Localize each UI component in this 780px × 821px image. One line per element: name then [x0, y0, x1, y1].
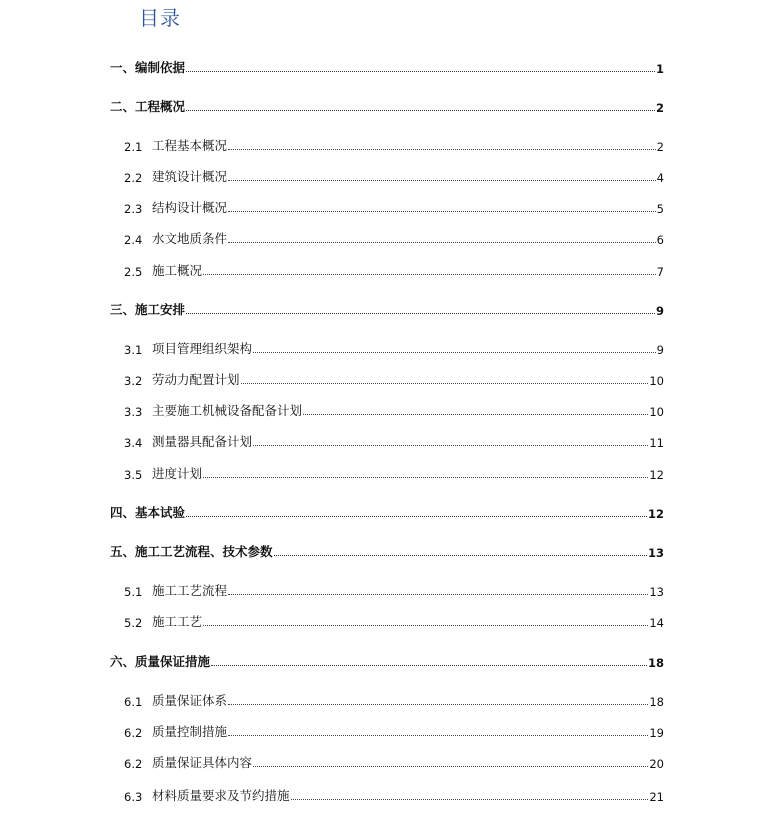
dot-leader [253, 444, 648, 446]
toc-title: 目录 [139, 6, 181, 30]
dot-leader [228, 703, 648, 705]
toc-entry-page: 11 [649, 436, 664, 450]
toc-entry-number: 2.4 [124, 233, 143, 247]
toc-entry-label: 建筑设计概况 [152, 169, 228, 184]
toc-entry-number: 6.2 [124, 726, 143, 740]
dot-leader [203, 624, 648, 626]
toc-entry-number: 6.2 [124, 757, 143, 771]
toc-entry-label: 材料质量要求及节约措施 [152, 788, 290, 803]
dot-leader [253, 765, 648, 767]
dot-leader [186, 312, 655, 314]
toc-entry-label: 劳动力配置计划 [152, 372, 240, 387]
toc-entry-label: 施工工艺 [152, 614, 203, 629]
toc-entry-label: 二、工程概况 [110, 99, 186, 114]
toc-entry-number: 5.1 [124, 585, 143, 599]
toc-entry-page: 12 [647, 507, 664, 521]
toc-entry[interactable] [110, 58, 664, 76]
dot-leader [274, 554, 647, 556]
toc-entry[interactable] [124, 432, 664, 450]
toc-entry-page: 19 [649, 726, 664, 740]
toc-entry-number: 3.3 [124, 405, 143, 419]
toc-entry[interactable] [124, 229, 664, 247]
toc-entry-label: 质量控制措施 [152, 724, 228, 739]
toc-entry-label: 主要施工机械设备配备计划 [152, 403, 303, 418]
dot-leader [241, 382, 649, 384]
toc-entry-label: 结构设计概况 [152, 200, 228, 215]
toc-entry-number: 5.2 [124, 616, 143, 630]
toc-entry[interactable] [124, 464, 664, 482]
toc-entry-page: 18 [649, 695, 664, 709]
toc-entry[interactable] [110, 542, 664, 560]
toc-entry[interactable] [124, 136, 664, 154]
toc-entry-number: 6.1 [124, 695, 143, 709]
toc-entry-page: 18 [647, 656, 664, 670]
toc-entry-number: 6.3 [124, 790, 143, 804]
toc-entry[interactable] [110, 300, 664, 318]
toc-entry-label: 测量器具配备计划 [152, 434, 253, 449]
toc-entry-number: 2.3 [124, 202, 143, 216]
toc-entry-label: 水文地质条件 [152, 231, 228, 246]
toc-entry-label: 质量保证体系 [152, 693, 228, 708]
toc-entry-number: 3.4 [124, 436, 143, 450]
toc-entry-label: 四、基本试验 [110, 505, 186, 520]
dot-leader [228, 210, 656, 212]
toc-entry-page: 9 [655, 304, 664, 318]
dot-leader [303, 413, 648, 415]
toc-entry-page: 20 [649, 757, 664, 771]
toc-entry-page: 7 [656, 265, 664, 279]
toc-entry-number: 2.2 [124, 171, 143, 185]
toc-entry-number: 3.5 [124, 468, 143, 482]
dot-leader [203, 476, 648, 478]
toc-entry[interactable] [124, 581, 664, 599]
toc-entry-page: 2 [656, 140, 664, 154]
toc-entry[interactable] [124, 722, 664, 740]
toc-entry-number: 2.5 [124, 265, 143, 279]
toc-entry-page: 14 [649, 616, 664, 630]
toc-entry-page: 9 [656, 343, 664, 357]
dot-leader [228, 179, 656, 181]
toc-entry-page: 10 [649, 405, 664, 419]
toc-entry[interactable] [124, 167, 664, 185]
dot-leader [228, 148, 656, 150]
toc-entry[interactable] [124, 401, 664, 419]
toc-entry[interactable] [124, 753, 664, 771]
dot-leader [211, 664, 647, 666]
toc-entry[interactable] [124, 691, 664, 709]
toc-entry[interactable] [124, 198, 664, 216]
toc-entry-page: 13 [649, 585, 664, 599]
toc-entry-page: 5 [656, 202, 664, 216]
dot-leader [186, 70, 655, 72]
toc-entry-label: 施工工艺流程 [152, 583, 228, 598]
toc-entry-label: 施工概况 [152, 263, 203, 278]
toc-entry[interactable] [110, 97, 664, 115]
dot-leader [228, 593, 648, 595]
toc-entry-page: 10 [649, 374, 664, 388]
toc-entry-page: 2 [655, 101, 664, 115]
toc-entry-label: 质量保证具体内容 [152, 755, 253, 770]
dot-leader [228, 241, 656, 243]
toc-entry[interactable] [124, 612, 664, 630]
toc-entry-label: 一、编制依据 [110, 60, 186, 75]
toc-entry[interactable] [124, 370, 664, 388]
toc-entry-label: 五、施工工艺流程、技术参数 [110, 544, 273, 559]
toc-entry-label: 六、质量保证措施 [110, 654, 211, 669]
toc-entry-label: 进度计划 [152, 466, 203, 481]
toc-entry[interactable] [124, 261, 664, 279]
toc-entry-page: 1 [655, 62, 664, 76]
dot-leader [291, 798, 649, 800]
toc-entry[interactable] [110, 503, 664, 521]
toc-entry-number: 2.1 [124, 140, 143, 154]
toc-entry-number: 3.2 [124, 374, 143, 388]
toc-entry-label: 项目管理组织架构 [152, 341, 253, 356]
toc-entry[interactable] [110, 652, 664, 670]
dot-leader [186, 515, 647, 517]
toc-entry-page: 21 [649, 790, 664, 804]
toc-entry[interactable] [124, 786, 664, 804]
dot-leader [186, 109, 655, 111]
toc-entry[interactable] [124, 339, 664, 357]
toc-entry-page: 12 [649, 468, 664, 482]
toc-entry-label: 三、施工安排 [110, 302, 186, 317]
toc-entry-number: 3.1 [124, 343, 143, 357]
dot-leader [203, 273, 656, 275]
dot-leader [228, 734, 648, 736]
toc-entry-page: 13 [647, 546, 664, 560]
dot-leader [253, 351, 656, 353]
toc-entry-label: 工程基本概况 [152, 138, 228, 153]
toc-entry-page: 6 [656, 233, 664, 247]
toc-entry-page: 4 [656, 171, 664, 185]
